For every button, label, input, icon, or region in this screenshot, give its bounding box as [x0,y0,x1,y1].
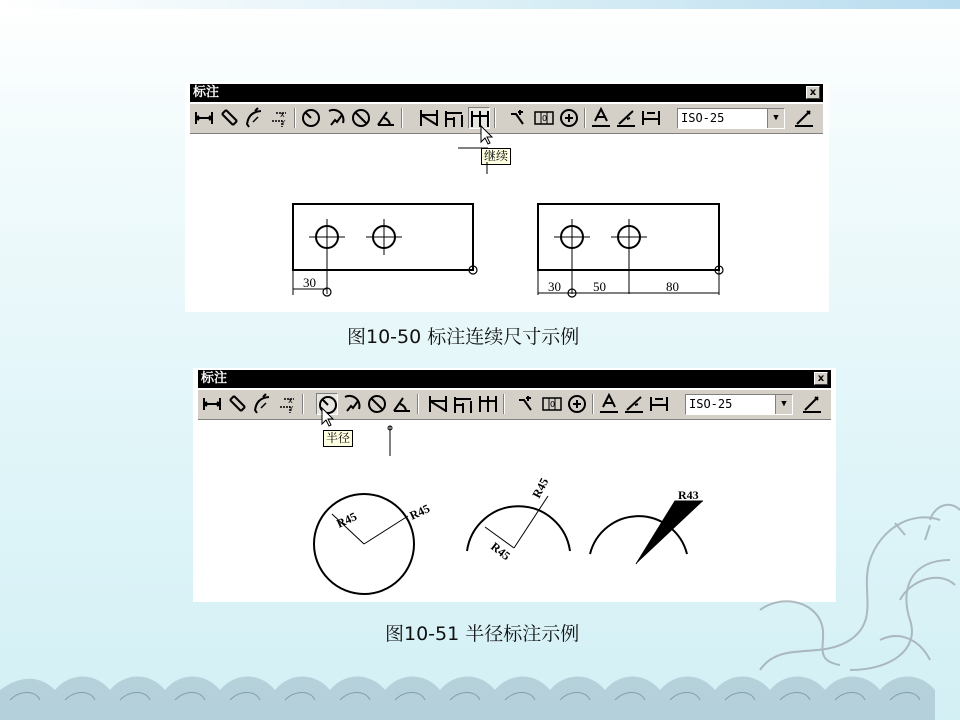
dragon-icon [760,505,960,670]
figure2-caption: 图10-51 半径标注示例 [385,623,580,645]
svg-text:x: x [280,110,285,119]
dim-label: 50 [593,279,606,294]
tooltip-radius: 半径 [323,430,353,447]
close-button[interactable]: x [814,372,828,385]
svg-text:x: x [288,396,293,405]
radius-label: R45 [407,501,433,523]
wave-icon [0,677,935,720]
svg-text:Y: Y [281,119,286,127]
svg-text:Y: Y [289,405,294,413]
chevron-down-icon[interactable]: ▼ [775,395,792,414]
close-button[interactable]: x [806,86,820,99]
radius-label: R45 [488,539,514,564]
toolbar-title: 标注 [193,85,220,100]
svg-text:0: 0 [542,114,548,123]
chevron-down-icon[interactable]: ▼ [767,109,784,128]
dimstyle-value: ISO-25 [681,111,725,125]
dim-label: 80 [666,279,679,294]
dim-label: 30 [303,275,316,290]
dimstyle-value: ISO-25 [689,397,733,411]
svg-text:0: 0 [550,400,556,409]
dim-label: 30 [548,279,561,294]
radius-label: R45 [334,509,360,531]
radius-label: R45 [529,475,552,501]
tooltip-continue: 继续 [481,148,511,165]
radius-label: R43 [678,488,699,502]
toolbar-title: 标注 [201,371,228,386]
figure1-caption: 图10-50 标注连续尺寸示例 [347,326,580,348]
